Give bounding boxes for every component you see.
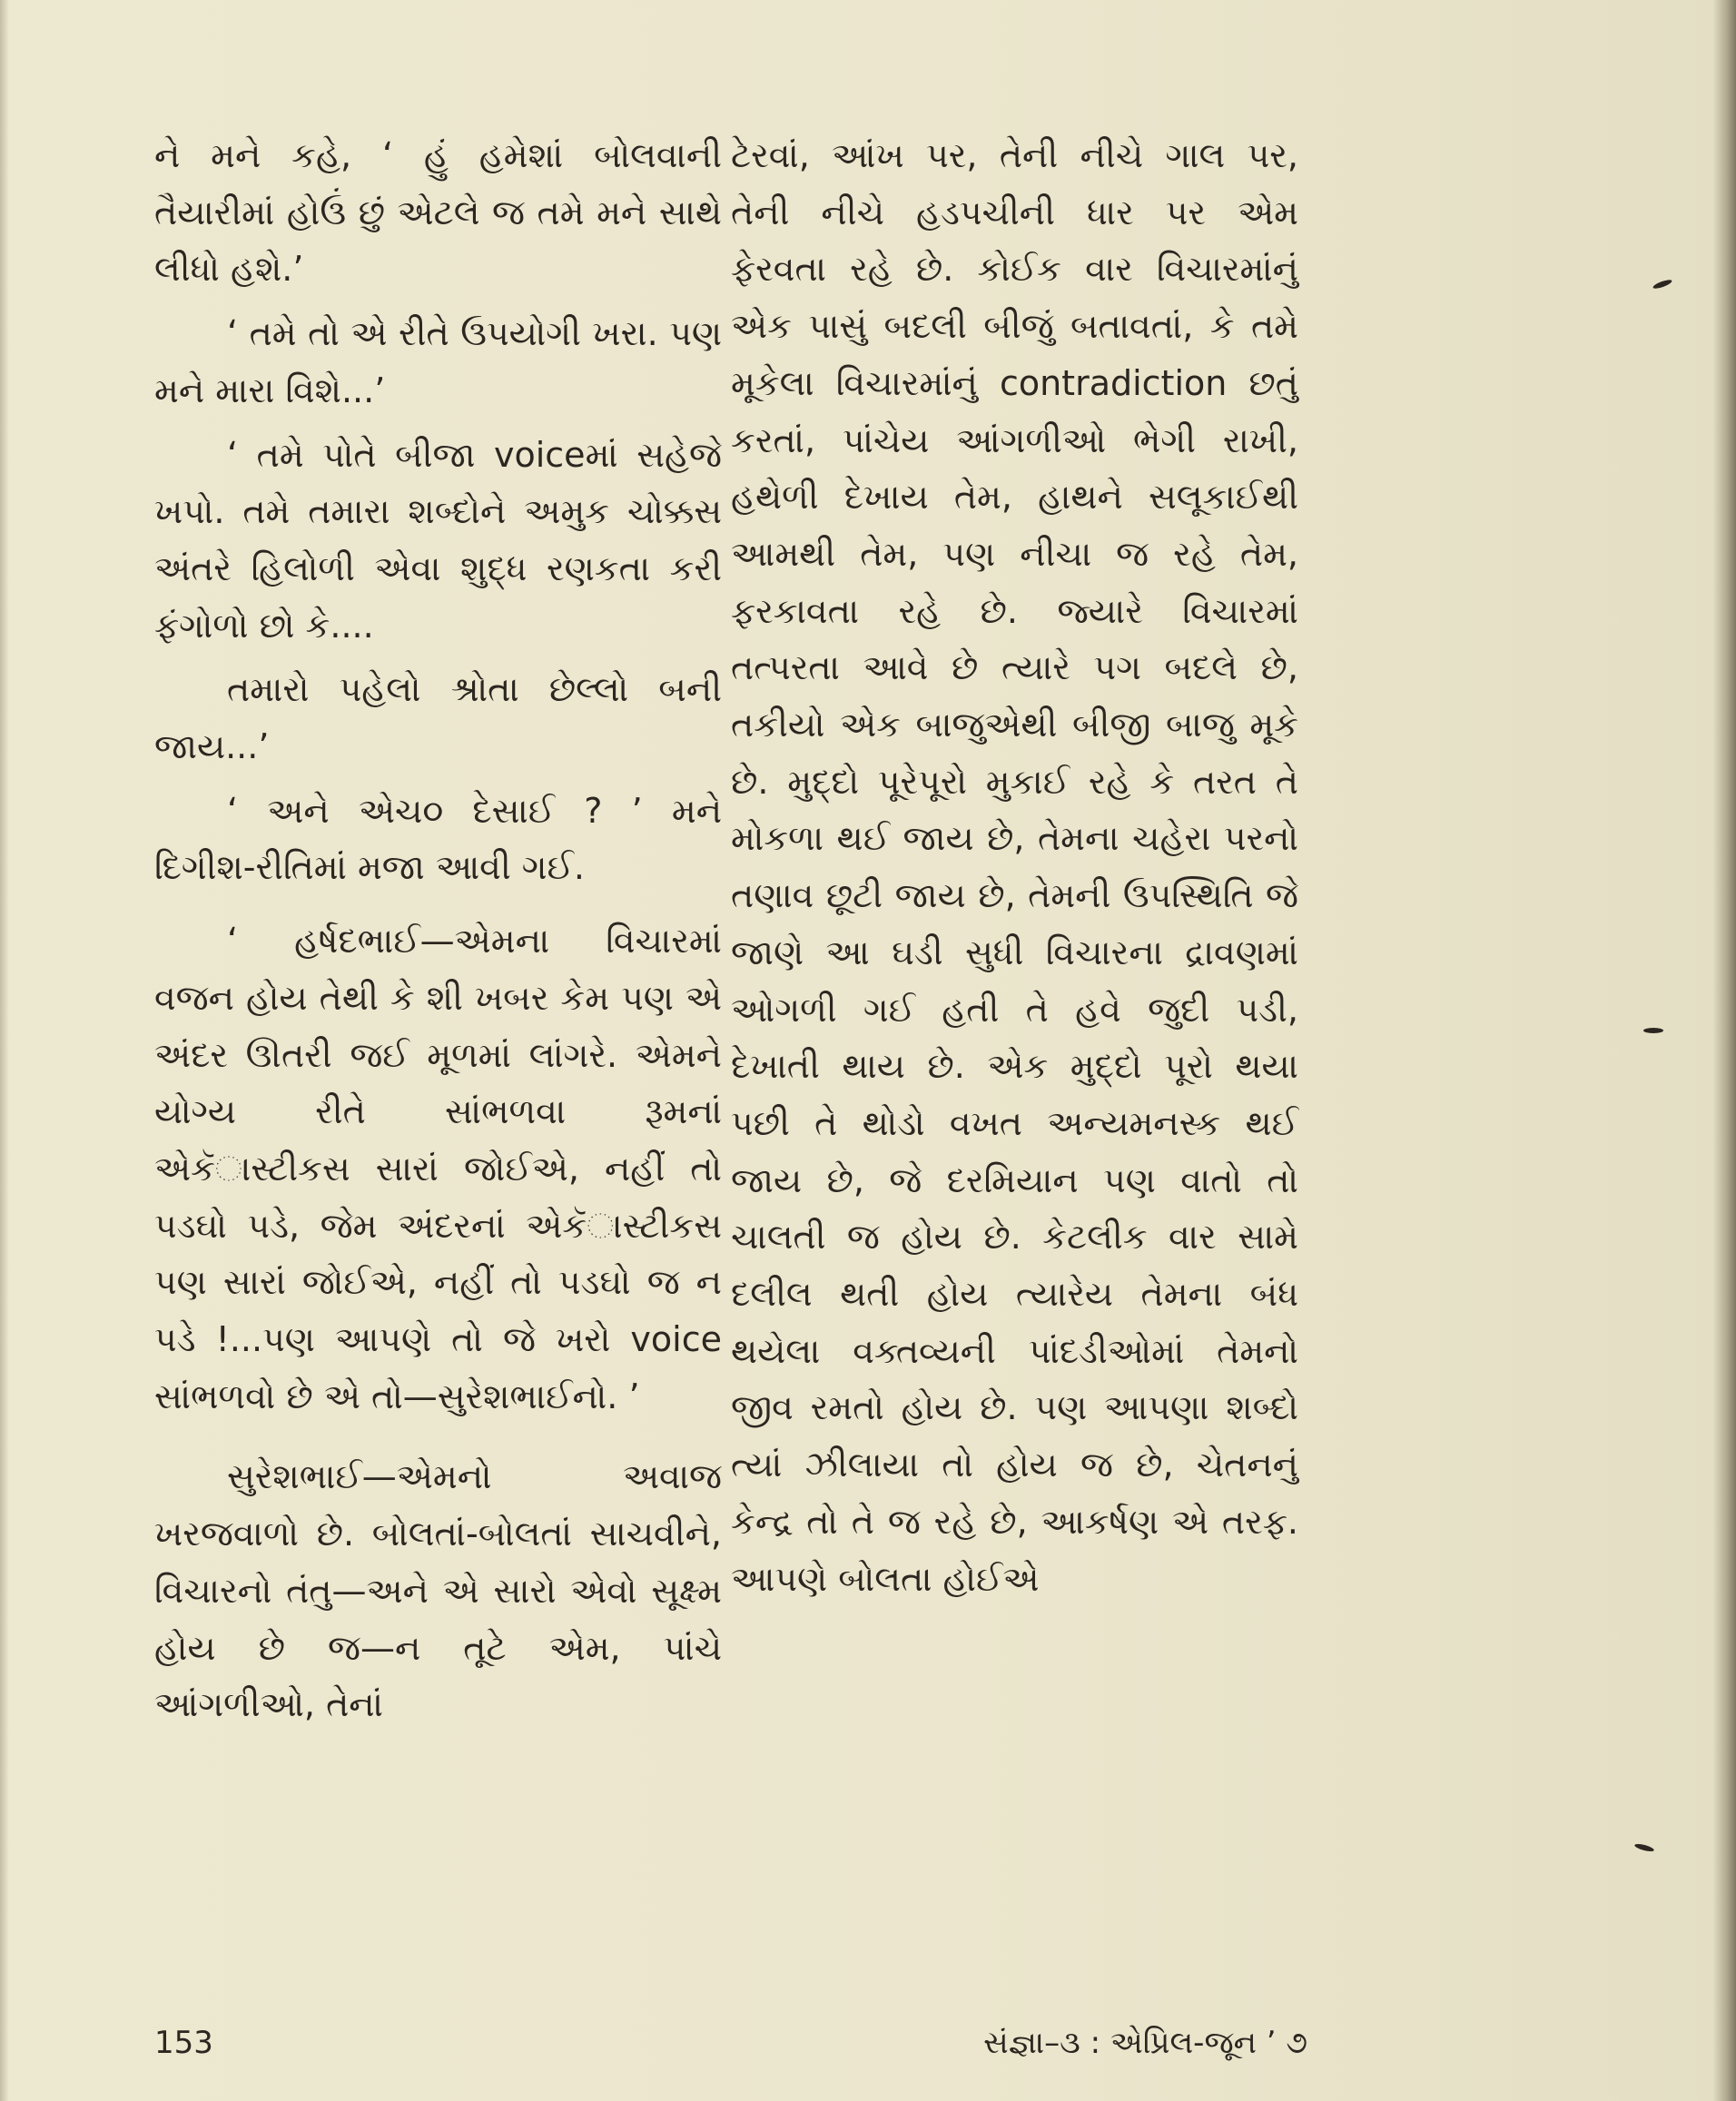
- paragraph: ‘ તમે તો એ રીતે ઉપયોગી ખરા. પણ મને મારા વિશે...’: [154, 313, 722, 410]
- paragraph: તમારો પહેલો શ્રોતા છેલ્લો બની જાય...’: [154, 669, 722, 767]
- page-right-edge-shadow: [1712, 0, 1736, 2101]
- right-text-column: [731, 127, 1298, 1607]
- paragraph: ‘ તમે પોતે બીજા voiceમાં સહેજે ખપો. તમે તમારા શબ્દોને અમુક ચોક્કસ અંતરે હિલોળી એવા શુદ્ધ રણકતા કરી ફંગોળો છો કે....: [154, 434, 722, 646]
- page-number: 153: [154, 2025, 213, 2061]
- running-head: સંજ્ઞા–૩ : એપ્રિલ-જૂન ’ ૭: [983, 2025, 1307, 2061]
- ink-speck: [1643, 1028, 1663, 1033]
- paragraph: ‘ હર્ષદભાઈ—એમના વિચારમાં વજન હોય તેથી કે શી ખબર કેમ પણ એ અંદર ઊતરી જઈ મૂળમાં લાંગરે. એમને યોગ્ય રીતે સાંભળવા રૂમનાં એકૅાસ્ટીકસ સારાં જોઈએ, નહીં તો પડઘો પડે, જેમ અંદરનાં એકૅાસ્ટીકસ પણ સારાં જોઈએ, નહીં તો પડઘો જ ન પડે !...પણ આપણે તો જે ખરો voice સાંભળવો છે એ તો—સુરેશભાઈનો. ’: [154, 921, 722, 1416]
- paragraph: ને મને કહે, ‘ હું હમેશાં બોલવાની તૈયારીમાં હોઉં છું એટલે જ તમે મને સાથે લીધો હશે.’: [154, 135, 722, 290]
- page-left-edge: [0, 0, 9, 2101]
- left-text-column: [154, 127, 722, 1733]
- paragraph: ટેરવાં, આંખ પર, તેની નીચે ગાલ પર, તેની નીચે હડપચીની ધાર પર એમ ફેરવતા રહે છે. કોઈક વાર વિચારમાંનું એક પાસું બદલી બીજું બતાવતાં, કે તમે મૂકેલા વિચારમાંનું contradiction છતું કરતાં, પાંચેય આંગળીઓ ભેગી રાખી, હથેળી દેખાય તેમ, હાથને સલૂકાઈથી આમથી તેમ, પણ નીચા જ રહે તેમ, ફરકાવતા રહે છે. જ્યારે વિચારમાં તત્પરતા આવે છે ત્યારે પગ બદલે છે, તકીયો એક બાજુએથી બીજી બાજુ મૂકે છે. મુદ્દો પૂરેપૂરો મુકાઈ રહે કે તરત તે મોકળા થઈ જાય છે, તેમના ચહેરા પરનો તણાવ છૂટી જાય છે, તેમની ઉપસ્થિતિ જે જાણે આ ઘડી સુધી વિચારના દ્રાવણમાં ઓગળી ગઈ હતી તે હવે જુદી પડી, દેખાતી થાય છે. એક મુદ્દો પૂરો થયા પછી તે થોડો વખત અન્યમનસ્ક થઈ જાય છે, જે દરમિયાન પણ વાતો તો ચાલતી જ હોય છે. કેટલીક વાર સામે દલીલ થતી હોય ત્યારેય તેમના બંધ થયેલા વક્તવ્યની પાંદડીઓમાં તેમનો જીવ રમતો હોય છે. પણ આપણા શબ્દો ત્યાં ઝીલાયા તો હોય જ છે, ચેતનનું કેન્દ્ર તો તે જ રહે છે, આકર્ષણ એ તરફ. આપણે બોલતા હોઈએ: [731, 135, 1298, 1599]
- paragraph: સુરેશભાઈ—એમનો અવાજ ખરજવાળો છે. બોલતાં-બોલતાં સાચવીને, વિચારનો તંતુ—અને એ સારો એવો સૂક્ષ્મ હોય છે જ—ન તૂટે એમ, પાંચે આંગળીઓ, તેનાં: [154, 1456, 722, 1725]
- paragraph: ‘ અને એચ૦ દેસાઈ ? ’ મને દિગીશ-રીતિમાં મજા આવી ગઈ.: [154, 790, 722, 888]
